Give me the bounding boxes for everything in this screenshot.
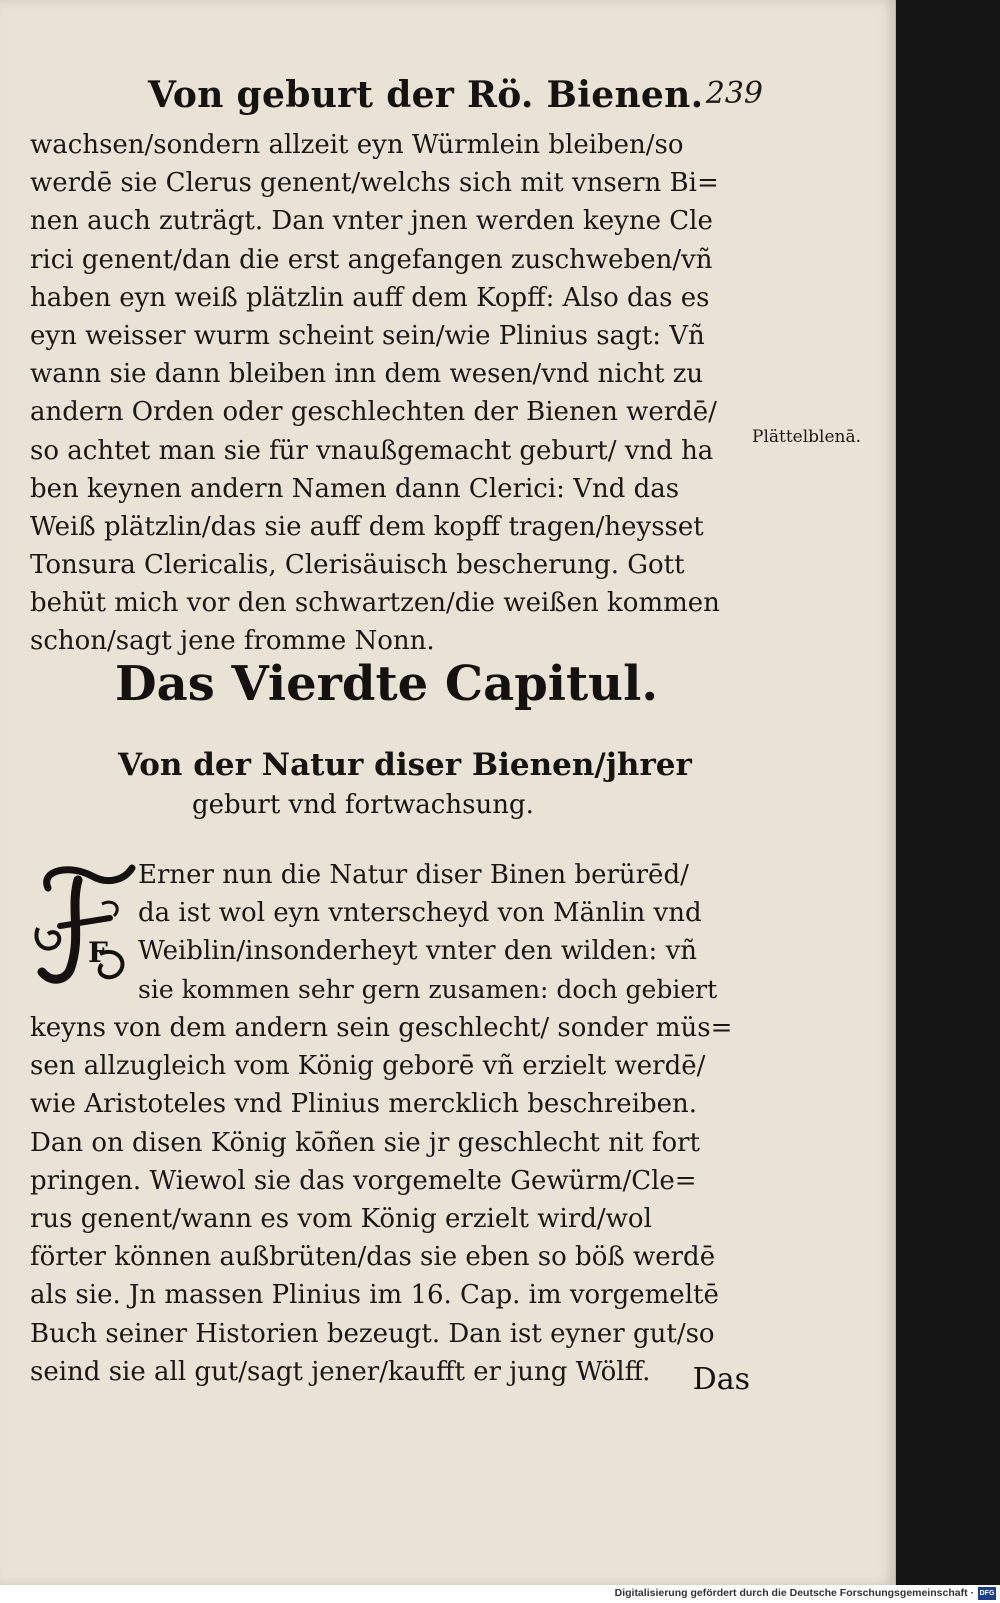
text-line: da ist wol eyn vnterscheyd von Mänlin vnd bbox=[138, 898, 702, 929]
text-line: seind sie all gut/sagt jener/kaufft er jung Wölff. bbox=[30, 1356, 651, 1387]
text-line: Buch seiner Historien bezeugt. Dan ist eyner gut/so bbox=[30, 1318, 715, 1349]
text-line: wie Aristoteles vnd Plinius mercklich beschreiben. bbox=[30, 1089, 698, 1120]
text-line: wann sie dann bleiben inn dem wesen/vnd nicht zu bbox=[30, 359, 704, 390]
text-line: Dan on disen König kōñen sie jr geschlecht nit fort bbox=[30, 1127, 701, 1158]
text-line: schon/sagt jene fromme Nonn. bbox=[30, 626, 435, 657]
text-line: förter können außbrüten/das sie eben so böß werdē bbox=[30, 1242, 716, 1273]
text-line: rici genent/dan die erst angefangen zuschweben/vñ bbox=[30, 244, 713, 275]
chapter-subtitle-line-1: Von der Natur diser Bienen/jhrer bbox=[118, 747, 692, 783]
dfg-logo-icon: DFG bbox=[978, 1587, 996, 1600]
text-line: keyns von dem andern sein geschlecht/ sonder müs= bbox=[30, 1013, 733, 1043]
text-block-top bbox=[30, 126, 752, 661]
text-line: Tonsura Clericalis, Clerisäuisch bescherung. Gott bbox=[30, 550, 685, 581]
initial-letter: F bbox=[88, 936, 108, 969]
text-line: Weiß plätzlin/das sie auff dem kopff tragen/heysset bbox=[30, 511, 704, 542]
decorated-initial-icon bbox=[30, 858, 140, 988]
text-line: eyn weisser wurm scheint sein/wie Plinius sagt: Vñ bbox=[30, 320, 705, 351]
text-line: werdē sie Clerus genent/welchs sich mit vnsern Bi= bbox=[30, 168, 719, 199]
catchword: Das bbox=[692, 1362, 750, 1397]
text-block-body bbox=[30, 1009, 752, 1391]
text-line: als sie. Jn massen Plinius im 16. Cap. im vorgemeltē bbox=[30, 1280, 719, 1311]
text-line: so achtet man sie für vnaußgemacht geburt/ vnd ha bbox=[30, 435, 714, 466]
text-line: pringen. Wiewol sie das vorgemelte Gewürm/Cle= bbox=[30, 1165, 697, 1196]
text-line: nen auch zuträgt. Dan vnter jnen werden keyne Cle bbox=[30, 206, 713, 237]
text-line: rus genent/wann es vom König erzielt wird/wol bbox=[30, 1203, 652, 1234]
text-line: sie kommen sehr gern zusamen: doch gebiert bbox=[138, 974, 718, 1004]
margin-note: Plättelblenā. bbox=[752, 427, 862, 447]
text-line: andern Orden oder geschlechten der Bienen werdē/ bbox=[30, 397, 717, 428]
page-header bbox=[148, 74, 763, 126]
text-line: haben eyn weiß plätzlin auff dem Kopff: Also das es bbox=[30, 282, 710, 313]
text-line: Erner nun die Natur diser Binen berürēd/ bbox=[138, 860, 689, 890]
text-line: Weiblin/insonderheyt vnter den wilden: vñ bbox=[138, 936, 697, 967]
text-block-indented bbox=[138, 856, 728, 1009]
chapter-title: Das Vierdte Capitul. bbox=[115, 656, 659, 712]
text-line: ben keynen andern Namen dann Clerici: Vnd das bbox=[30, 473, 680, 504]
text-line: sen allzugleich vom König geborē vñ erzielt werdē/ bbox=[30, 1051, 706, 1082]
text-line: wachsen/sondern allzeit eyn Würmlein bleiben/so bbox=[30, 130, 684, 160]
chapter-subtitle-line-2: geburt vnd fortwachsung. bbox=[192, 790, 534, 820]
text-line: behüt mich vor den schwartzen/die weißen kommen bbox=[30, 588, 720, 619]
page-number: 239 bbox=[705, 76, 763, 111]
digitization-credit: Digitalisierung gefördert durch die Deutsche Forschungsgemeinschaft · bbox=[614, 1587, 974, 1599]
running-title: Von geburt der Rö. Bienen. bbox=[148, 74, 704, 116]
